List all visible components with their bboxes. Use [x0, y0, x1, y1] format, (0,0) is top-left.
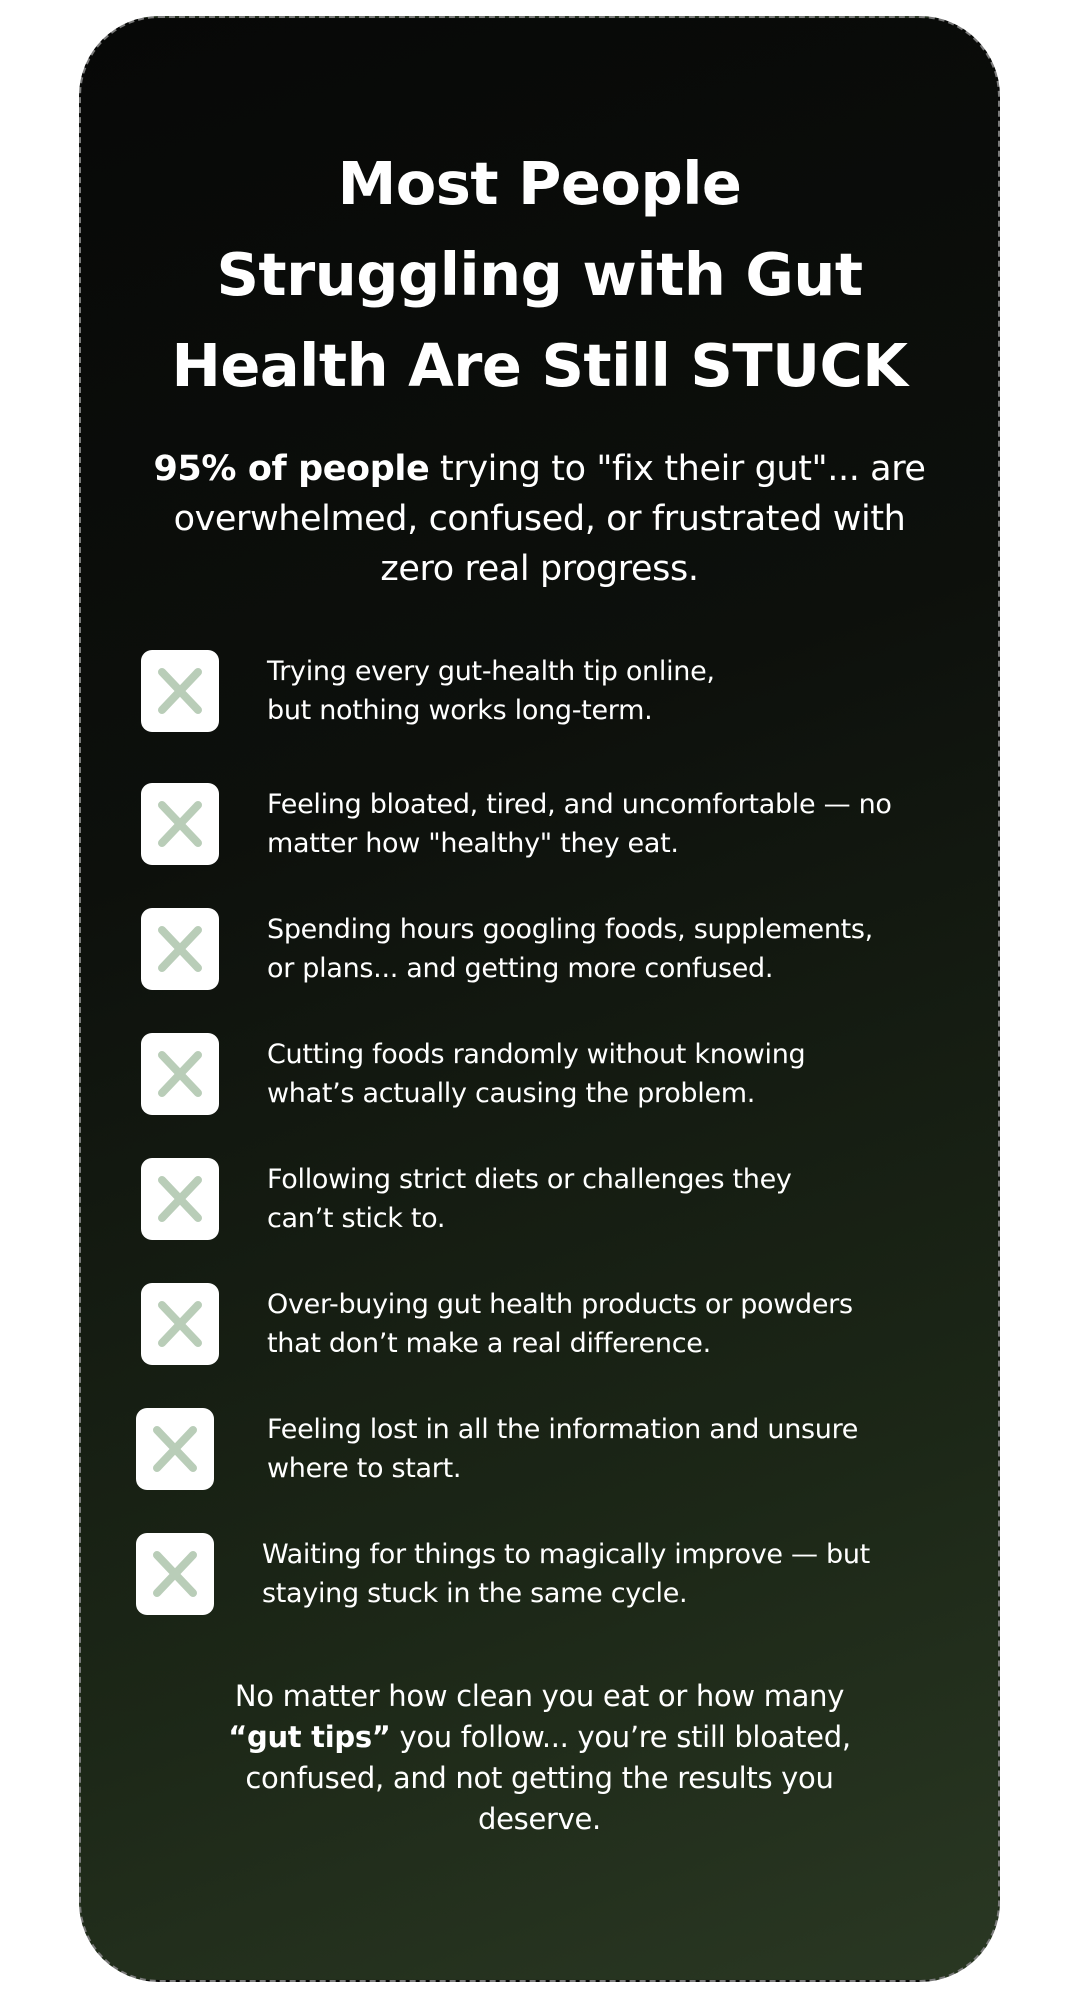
- list-item: [81, 908, 998, 990]
- list-item: [81, 1408, 998, 1490]
- subtitle-text: trying to "fix their gut"... are overwhelmed, confused, or frustrated with zero real progress.: [173, 449, 926, 589]
- list-item: [81, 1533, 998, 1615]
- x-mark-icon: [141, 1158, 219, 1240]
- list-item-text: Feeling bloated, tired, and uncomfortable — no matter how "healthy" they eat.: [267, 789, 892, 859]
- subtitle: [141, 444, 938, 594]
- list-item: [81, 1033, 998, 1115]
- title-line-2: Struggling with Gut: [216, 240, 863, 309]
- list-item-text: Over-buying gut health products or powders that don’t make a real difference.: [267, 1289, 853, 1359]
- page-title: [81, 138, 998, 411]
- x-mark-icon: [136, 1408, 214, 1490]
- list-item-text: Feeling lost in all the information and unsure where to start.: [267, 1414, 859, 1484]
- title-line-3: Health Are Still STUCK: [171, 331, 908, 400]
- footer-highlight: “gut tips”: [228, 1720, 391, 1754]
- x-mark-icon: [141, 650, 219, 732]
- list-item-text: Spending hours googling foods, supplements, or plans... and getting more confused.: [267, 914, 873, 984]
- subtitle-highlight: 95% of people: [153, 449, 430, 489]
- x-mark-icon: [141, 1283, 219, 1365]
- x-mark-icon: [141, 783, 219, 865]
- list-item: [81, 1283, 998, 1365]
- x-mark-icon: [141, 1033, 219, 1115]
- title-line-1: Most People: [337, 149, 742, 218]
- list-item-text: Following strict diets or challenges they can’t stick to.: [267, 1164, 792, 1234]
- list-item: [81, 783, 998, 865]
- closing-statement: No matter how clean you eat or how many “gut tips” you follow... you’re still bloated, confused, and not getting the results you deserve.: [228, 1679, 851, 1836]
- x-mark-icon: [141, 908, 219, 990]
- list-item: [81, 1158, 998, 1240]
- list-item-text: Trying every gut-health tip online, but nothing works long-term.: [267, 656, 715, 726]
- list-item-text: Cutting foods randomly without knowing what’s actually causing the problem.: [267, 1039, 806, 1109]
- x-mark-icon: [136, 1533, 214, 1615]
- list-item-text: Waiting for things to magically improve — but staying stuck in the same cycle.: [262, 1539, 870, 1609]
- list-item: [81, 650, 998, 732]
- pain-points-card: [79, 16, 1000, 1982]
